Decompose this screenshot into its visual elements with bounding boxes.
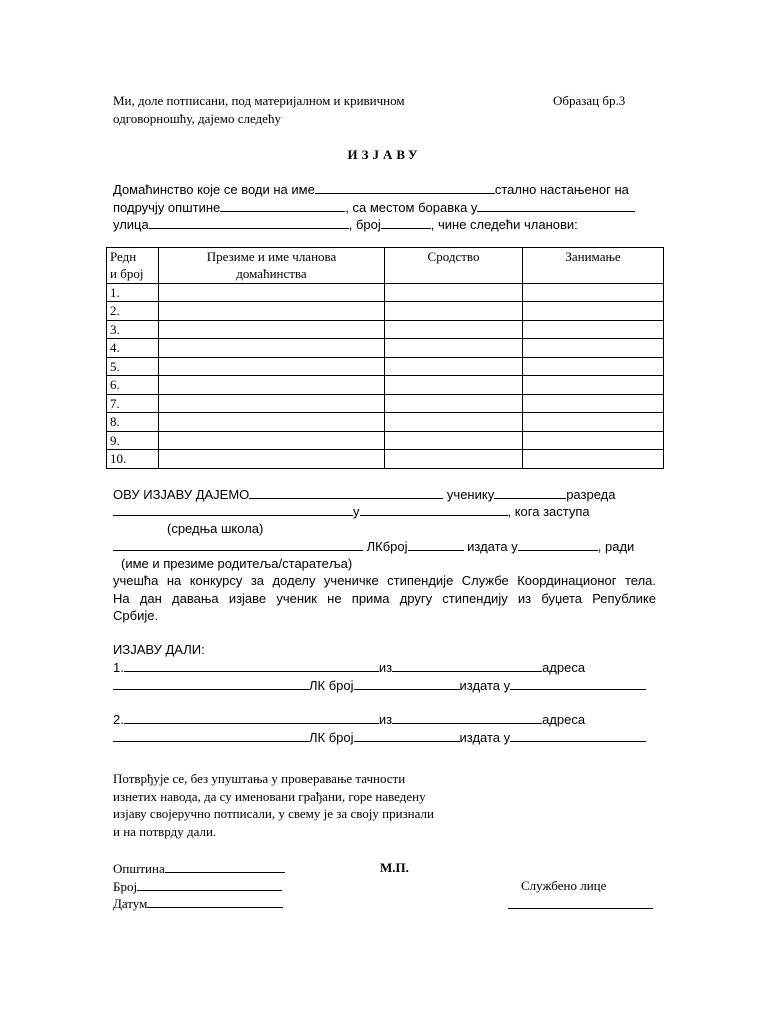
table-row [107,376,664,395]
member-name-cell[interactable] [159,339,385,358]
student-field[interactable] [494,485,566,499]
relation-cell[interactable] [385,320,523,339]
date-footer-field[interactable] [147,894,283,908]
guardian-caption: (име и презиме родитеља/старатеља) [121,555,353,571]
signer-2-name-field[interactable] [124,710,379,724]
issued-in-label: издата у [467,539,518,554]
relation-cell[interactable] [385,302,523,321]
street-label: улица [113,217,149,232]
header-ordinal: Редн и број [107,247,159,283]
id-number-label: ЛКброј [366,539,408,554]
signer-2-from-field[interactable] [392,710,542,724]
municipality-label: подручју општине [113,199,221,215]
purpose-label: , ради [597,539,635,554]
members-label: , чине следећи чланови: [430,217,578,232]
official-label: Службено лице [521,877,607,893]
occupation-cell[interactable] [523,283,664,302]
member-name-cell[interactable] [159,450,385,469]
signer-2-address-label: адреса [542,712,586,727]
occupation-cell[interactable] [523,431,664,450]
residence-field[interactable] [477,198,635,212]
occupation-cell[interactable] [523,357,664,376]
household-label-resident: стално настањеног на [494,182,629,197]
occupation-cell[interactable] [523,302,664,321]
intro-line-1: Ми, доле потписани, под материјалном и кривичном [113,93,405,108]
intro-text [113,92,493,127]
residence-label: , са местом боравка у [345,199,478,215]
header-name: Презиме и име чланова домаћинства [159,247,385,283]
row-number: 9. [107,431,159,450]
signer-2-issued-label: издата у [459,729,511,745]
relation-cell[interactable] [385,431,523,450]
number-field[interactable] [381,215,431,229]
signer-1-id-label: ЛК број [309,677,354,693]
table-header-row [107,247,664,283]
signer-2-line-2 [113,728,656,746]
household-name-field[interactable] [315,180,495,194]
row-number: 2. [107,302,159,321]
relation-cell[interactable] [385,450,523,469]
school-field[interactable] [113,502,353,516]
statement-line-6: учешћа на конкурсу за доделу ученичке стипендије Службе Координационог тела. [113,573,656,588]
table-row [107,394,664,413]
member-name-cell[interactable] [159,431,385,450]
occupation-cell[interactable] [523,394,664,413]
row-number: 8. [107,413,159,432]
form-number: Образац бр.3 [553,93,626,108]
row-number: 7. [107,394,159,413]
signer-2-line-1 [113,710,656,728]
number-footer-field[interactable] [137,877,282,891]
represented-by-label: , кога заступа [507,504,590,519]
signer-1-from-label: из [378,660,393,675]
relation-cell[interactable] [385,357,523,376]
footer-section [113,859,656,912]
footer-line-1 [113,859,656,877]
row-number: 1. [107,283,159,302]
member-name-cell[interactable] [159,302,385,321]
member-name-cell[interactable] [159,376,385,395]
official-signature-field[interactable] [508,894,653,909]
confirmation-line-3: изјаву својеручно потписали, у свему је за своју признали [113,806,434,821]
relation-cell[interactable] [385,283,523,302]
statement-given-label: ОВУ ИЗЈАВУ ДАЈЕМО [113,486,250,502]
confirmation-line-1: Потврђује се, без упуштања у проверавање тачности [113,771,406,786]
grade-label: разреда [566,486,616,502]
household-line-2 [113,198,656,216]
signer-1-issued-label: издата у [459,677,511,693]
footer-line-3 [113,894,656,912]
row-number: 4. [107,339,159,358]
signer-1-address-label: адреса [542,660,586,675]
table-row [107,357,664,376]
statement-line-1 [113,485,656,503]
household-label-name: Домаћинство које се води на име [113,182,315,197]
signer-2-id-label: ЛК број [309,729,354,745]
statement-line-4 [113,537,656,555]
id-number-field[interactable] [408,537,464,551]
relation-cell[interactable] [385,376,523,395]
stamp-label: М.П. [380,860,409,875]
street-field[interactable] [149,215,349,229]
member-name-cell[interactable] [159,357,385,376]
footer-line-2 [113,877,656,895]
date-footer-label: Датум [113,896,148,911]
statement-line-8: Србије. [113,608,159,623]
member-name-cell[interactable] [159,394,385,413]
signer-1-issued-field[interactable] [510,676,646,690]
table-row [107,339,664,358]
guardian-name-field[interactable] [113,537,363,551]
in-label: у [353,504,360,519]
municipality-footer-label: Општина [113,861,165,876]
household-section [113,180,656,233]
table-row [107,283,664,302]
signer-2-from-label: из [378,712,393,727]
members-table [106,247,664,469]
parent-field[interactable] [249,485,443,499]
document-title: ИЗЈАВУ [347,147,422,162]
table-row [107,450,664,469]
signer-1-name-field[interactable] [124,658,379,672]
row-number: 6. [107,376,159,395]
header-relation: Сродство [385,247,523,283]
table-row [107,431,664,450]
school-caption: (средња школа) [167,520,264,536]
signer-2-number: 2. [113,712,124,727]
occupation-cell[interactable] [523,413,664,432]
intro-line-2: одговорношћу, дајемо следећу [113,110,281,126]
table-row [107,320,664,339]
statement-section [113,485,656,625]
signer-1-id-field[interactable] [354,676,460,690]
statement-line-2 [113,502,656,520]
relation-cell[interactable] [385,394,523,413]
signer-1-address-field[interactable] [113,676,309,690]
form-page [110,92,656,912]
table-row [107,302,664,321]
occupation-cell[interactable] [523,320,664,339]
signer-1-from-field[interactable] [392,658,542,672]
issued-in-field[interactable] [518,537,598,551]
confirmation-line-2: изнетих навода, да су именовани грађани, горе наведену [113,788,426,804]
student-label: ученику [446,486,495,502]
household-line-1 [113,180,656,198]
occupation-cell[interactable] [523,376,664,395]
signer-1-number: 1. [113,660,124,675]
member-name-cell[interactable] [159,320,385,339]
signers-heading: ИЗЈАВУ ДАЛИ: [113,641,205,657]
row-number: 3. [107,320,159,339]
household-line-3 [113,215,656,233]
confirmation-line-4: и на потврду дали. [113,823,217,839]
member-name-cell[interactable] [159,283,385,302]
signer-1-line-2 [113,676,656,694]
statement-line-7: На дан давања изјаве ученик не прима другу стипендију из буџета Републике [113,590,656,606]
signer-1-line-1 [113,658,656,676]
relation-cell[interactable] [385,413,523,432]
signers-section [113,641,656,746]
occupation-cell[interactable] [523,339,664,358]
row-number: 5. [107,357,159,376]
row-number: 10. [107,450,159,469]
signer-2-address-field[interactable] [113,728,309,742]
member-name-cell[interactable] [159,413,385,432]
occupation-cell[interactable] [523,450,664,469]
table-row [107,413,664,432]
number-footer-label: Број [113,878,138,894]
signer-2-issued-field[interactable] [510,728,646,742]
relation-cell[interactable] [385,339,523,358]
municipality-field[interactable] [220,198,345,212]
confirmation-section [113,770,656,840]
header-occupation: Занимање [523,247,664,283]
school-place-field[interactable] [360,502,508,516]
municipality-footer-field[interactable] [165,859,285,873]
header [113,92,656,130]
signer-2-id-field[interactable] [354,728,460,742]
number-label: , број [348,217,381,232]
